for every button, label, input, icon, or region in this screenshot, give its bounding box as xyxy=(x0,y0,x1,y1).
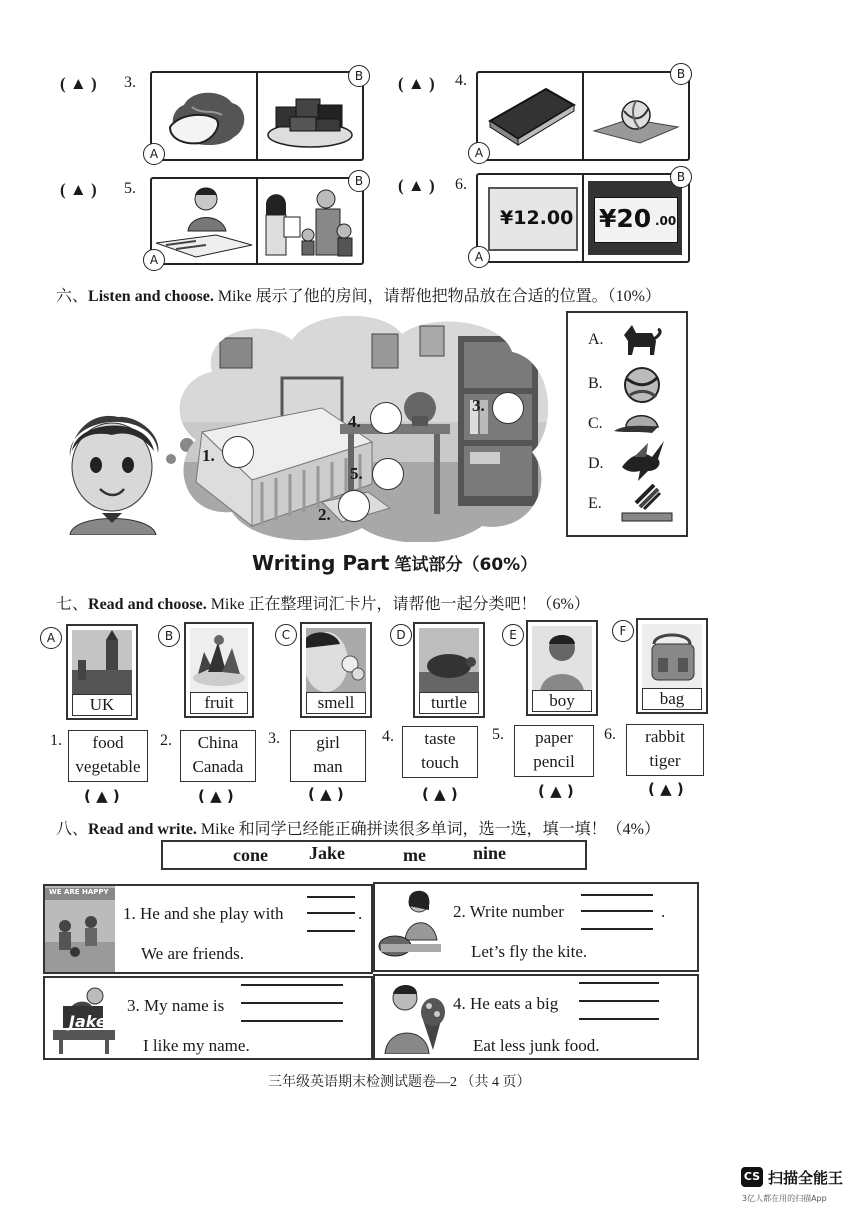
card-letter-b: B xyxy=(158,625,180,647)
group-6-word-2: tiger xyxy=(649,751,681,770)
group-answer-3[interactable]: ( ▲ ) xyxy=(308,785,344,803)
word-group-4 xyxy=(402,726,478,778)
answer-paren-3[interactable]: ( ▲ ) xyxy=(60,74,97,93)
card-label-turtle: turtle xyxy=(419,692,479,714)
question-number-5: 5. xyxy=(124,180,136,197)
price-tag-b xyxy=(588,181,682,255)
write-item-4-line1: 4. He eats a big xyxy=(453,994,559,1013)
word-bank-nine: nine xyxy=(473,843,507,863)
write-item-2-dot: . xyxy=(661,902,666,921)
question-number-3: 3. xyxy=(124,74,136,91)
vocab-card-bag xyxy=(636,618,708,714)
writing-part-cn: 笔试部分（60%） xyxy=(394,555,538,575)
pencils-icon xyxy=(618,481,674,525)
group-number-5: 5. xyxy=(492,726,504,743)
word-group-6 xyxy=(626,724,704,776)
section-6-title xyxy=(56,283,661,306)
card-letter-c: C xyxy=(275,624,297,646)
question-number-6: 6. xyxy=(455,176,467,193)
group-number-1: 1. xyxy=(50,732,62,749)
card-letter-e: E xyxy=(502,624,524,646)
option-label-d: D. xyxy=(588,455,604,472)
picture-pair-4 xyxy=(476,71,690,161)
kids-playing-picture xyxy=(45,886,115,972)
picture-pair-6 xyxy=(476,173,690,263)
boy-drawing-picture xyxy=(156,183,254,259)
group-3-word-1: girl xyxy=(316,733,340,752)
position-label-1: 1. xyxy=(202,446,215,465)
group-answer-6[interactable]: ( ▲ ) xyxy=(648,780,684,798)
family-reading-picture xyxy=(260,183,358,259)
write-item-2 xyxy=(373,882,699,972)
card-label-bag: bag xyxy=(642,688,702,710)
write-item-1-line1: 1. He and she play with xyxy=(123,904,284,923)
write-item-2-line1: 2. Write number xyxy=(453,902,564,921)
group-answer-2[interactable]: ( ▲ ) xyxy=(198,787,234,805)
group-number-4: 4. xyxy=(382,728,394,745)
section-8-number: 八、 xyxy=(56,821,89,838)
ball-icon xyxy=(622,365,662,405)
girl-writing-picture xyxy=(377,886,445,966)
group-answer-4[interactable]: ( ▲ ) xyxy=(422,785,458,803)
section-7-title-en: Read and choose. xyxy=(88,596,207,613)
vocab-card-smell xyxy=(300,622,372,718)
word-group-2 xyxy=(180,730,256,782)
group-4-word-2: touch xyxy=(421,753,459,772)
bag-picture xyxy=(642,624,702,690)
price-tag-b-decimal: .00 xyxy=(655,214,677,228)
position-blank-2[interactable] xyxy=(338,490,370,522)
write-item-1-line2: We are friends. xyxy=(141,944,244,963)
scanner-tagline: 3亿人都在用的扫描App xyxy=(742,1194,827,1203)
writing-part-en: Writing Part xyxy=(252,551,390,575)
option-b-circle-3: B xyxy=(348,65,370,87)
write-item-2-line2: Let’s fly the kite. xyxy=(471,942,588,961)
card-letter-d: D xyxy=(390,624,412,646)
big-ben-picture xyxy=(72,630,132,696)
position-blank-3[interactable] xyxy=(492,392,524,424)
word-bank-cone: cone xyxy=(233,845,268,865)
word-bank-jake: Jake xyxy=(309,843,345,863)
write-item-3-line2: I like my name. xyxy=(143,1036,250,1055)
scanner-app-name: 扫描全能王 xyxy=(768,1169,844,1187)
braised-pork-picture xyxy=(266,87,354,151)
write-item-3 xyxy=(43,976,373,1060)
mike-boy-illustration xyxy=(62,405,172,535)
word-bank-me: me xyxy=(403,845,426,865)
section-7-title xyxy=(56,591,590,614)
section-6-number: 六、 xyxy=(56,288,89,305)
question-number-4: 4. xyxy=(455,72,467,89)
book-picture xyxy=(486,81,578,151)
write-blank-1[interactable] xyxy=(307,894,355,932)
position-label-2: 2. xyxy=(318,505,331,524)
write-item-1 xyxy=(43,884,373,974)
fruit-picture xyxy=(190,628,248,694)
boy-picture xyxy=(532,626,592,692)
write-blank-4[interactable] xyxy=(579,980,659,1020)
position-label-4: 4. xyxy=(348,412,361,431)
smell-flower-picture xyxy=(306,628,366,694)
section-8-title xyxy=(56,816,660,839)
word-group-1 xyxy=(68,730,148,782)
price-tag-a-text: ¥12.00 xyxy=(500,207,574,229)
word-group-5 xyxy=(514,725,594,777)
price-tag-a xyxy=(488,187,578,251)
write-item-4-line2: Eat less junk food. xyxy=(473,1036,600,1055)
option-label-c: C. xyxy=(588,415,603,432)
group-number-3: 3. xyxy=(268,730,280,747)
dog-icon xyxy=(618,321,664,361)
group-2-word-1: China xyxy=(197,733,239,752)
group-1-word-1: food xyxy=(92,733,124,752)
picture-pair-5 xyxy=(150,177,364,265)
write-blank-2[interactable] xyxy=(581,892,653,930)
option-label-a: A. xyxy=(588,331,604,348)
option-a-circle-6: A xyxy=(468,246,490,268)
card-label-boy: boy xyxy=(532,690,592,712)
write-item-3-line1: 3. My name is xyxy=(127,996,225,1015)
turtle-picture xyxy=(419,628,479,694)
option-a-circle-5: A xyxy=(143,249,165,271)
card-letter-f: F xyxy=(612,620,634,642)
write-blank-3[interactable] xyxy=(241,982,343,1022)
price-tag-b-main: ¥20 xyxy=(599,204,652,233)
section-7-number: 七、 xyxy=(56,596,89,613)
write-item-4 xyxy=(373,974,699,1060)
position-blank-5[interactable] xyxy=(372,458,404,490)
cap-icon xyxy=(612,407,668,439)
option-a-circle-4: A xyxy=(468,142,490,164)
boy-ice-cream-picture xyxy=(379,980,449,1054)
vocab-card-boy xyxy=(526,620,598,716)
group-5-word-2: pencil xyxy=(533,752,575,771)
section-6-options-box xyxy=(566,311,688,537)
section-6-title-cn: Mike 展示了他的房间，请帮他把物品放在合适的位置。（10%） xyxy=(217,288,661,305)
group-answer-1[interactable]: ( ▲ ) xyxy=(84,787,120,805)
vocab-card-turtle xyxy=(413,622,485,718)
group-answer-5[interactable]: ( ▲ ) xyxy=(538,782,574,800)
option-label-e: E. xyxy=(588,495,602,512)
position-label-5: 5. xyxy=(350,464,363,483)
group-5-word-1: paper xyxy=(535,728,573,747)
group-6-word-1: rabbit xyxy=(645,727,685,746)
card-label-smell: smell xyxy=(306,692,366,714)
writing-part-header xyxy=(252,550,537,575)
card-label-fruit: fruit xyxy=(190,692,248,714)
answer-paren-5[interactable]: ( ▲ ) xyxy=(60,180,97,199)
option-label-b: B. xyxy=(588,375,603,392)
option-b-circle-4: B xyxy=(670,63,692,85)
scanner-logo: CS xyxy=(741,1167,763,1187)
answer-paren-4[interactable]: ( ▲ ) xyxy=(398,74,435,93)
jake-sign-text: Jake xyxy=(69,1012,107,1031)
option-a-circle-3: A xyxy=(143,143,165,165)
position-blank-1[interactable] xyxy=(222,436,254,468)
group-1-word-2: vegetable xyxy=(75,757,141,776)
lettuce-picture xyxy=(162,85,250,151)
option-b-circle-5: B xyxy=(348,170,370,192)
option-b-circle-6: B xyxy=(670,166,692,188)
kids-sign-text: WE ARE HAPPY xyxy=(49,888,109,896)
position-label-3: 3. xyxy=(472,396,485,415)
page-footer: 三年级英语期末检测试题卷—2 （共 4 页） xyxy=(268,1075,531,1090)
ball-on-mat-picture xyxy=(590,91,680,147)
section-8-title-en: Read and write. xyxy=(88,821,197,838)
group-number-6: 6. xyxy=(604,726,616,743)
section-7-title-cn: Mike 正在整理词汇卡片，请帮他一起分类吧！（6%） xyxy=(210,596,590,613)
group-2-word-2: Canada xyxy=(192,757,244,776)
section-8-title-cn: Mike 和同学已经能正确拼读很多单词，选一选，填一填！（4%） xyxy=(200,821,661,838)
group-number-2: 2. xyxy=(160,732,172,749)
group-4-word-1: taste xyxy=(424,729,456,748)
bird-icon xyxy=(618,437,668,483)
word-group-3 xyxy=(290,730,366,782)
picture-pair-3 xyxy=(150,71,364,161)
answer-paren-6[interactable]: ( ▲ ) xyxy=(398,176,435,195)
card-letter-a: A xyxy=(40,627,62,649)
write-item-1-dot: . xyxy=(358,904,363,923)
section-6-title-en: Listen and choose. xyxy=(88,288,214,305)
group-3-word-2: man xyxy=(313,757,343,776)
vocab-card-uk xyxy=(66,624,138,720)
position-blank-4[interactable] xyxy=(370,402,402,434)
word-bank xyxy=(161,840,587,870)
card-label-uk: UK xyxy=(72,694,132,716)
vocab-card-fruit xyxy=(184,622,254,718)
